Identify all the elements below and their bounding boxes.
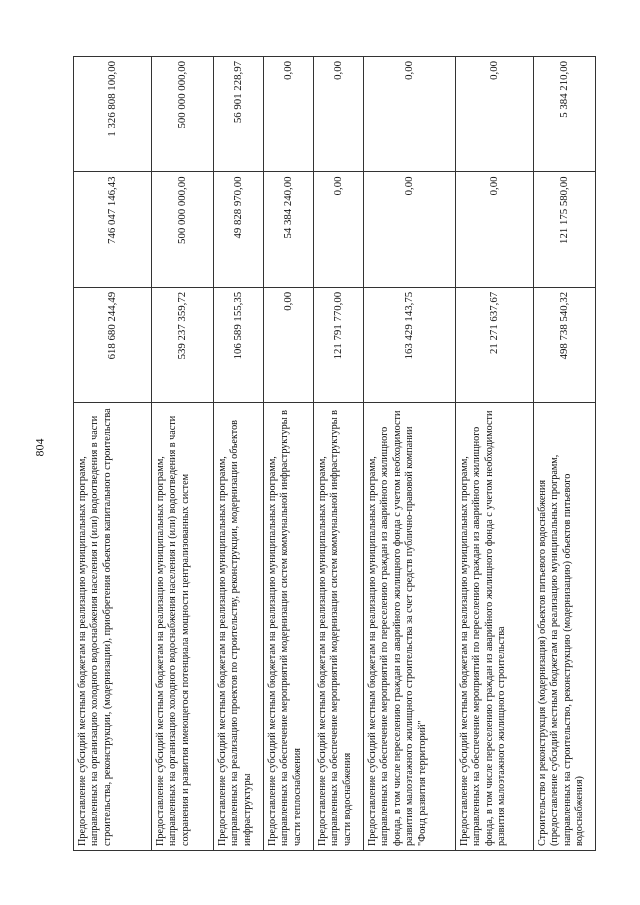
row-value-3: 5 384 210,00 <box>534 57 596 172</box>
table-row <box>364 57 456 851</box>
row-description: Предоставление субсидий местным бюджетам на реализацию муниципальных программ, направленных на обеспечение мероприятий по переселению граждан из аварийного жилищного фонда, в том числе переселению граждан из аварийного жилищного фонда с учетом необходимости развития малоэтажного жилищного строительства за счет средств публично-правовой компании "Фонд развития территорий" <box>364 403 456 851</box>
row-value-1: 0,00 <box>264 287 314 402</box>
row-value-1: 106 589 155,35 <box>214 287 264 402</box>
row-value-3: 0,00 <box>264 57 314 172</box>
row-value-3: 0,00 <box>456 57 534 172</box>
table-row <box>534 57 596 851</box>
row-value-2: 0,00 <box>456 172 534 287</box>
row-value-2: 0,00 <box>364 172 456 287</box>
row-value-3: 0,00 <box>314 57 364 172</box>
budget-table-rotated <box>73 56 593 851</box>
row-value-3: 0,00 <box>364 57 456 172</box>
table-row <box>214 57 264 851</box>
page-number: 804 <box>32 438 47 457</box>
row-value-2: 49 828 970,00 <box>214 172 264 287</box>
row-value-1: 539 237 359,72 <box>152 287 214 402</box>
row-value-3: 1 326 808 100,00 <box>74 57 152 172</box>
table-row <box>152 57 214 851</box>
row-value-1: 618 680 244,49 <box>74 287 152 402</box>
row-value-1: 121 791 770,00 <box>314 287 364 402</box>
row-description: Предоставление субсидий местным бюджетам на реализацию муниципальных программ, направленных на организацию холодного водоснабжения населения и (или) водоотведения в части сохранения и развития имеющегося потенциала мощности централизованных систем <box>152 403 214 851</box>
row-description: Предоставление субсидий местным бюджетам на реализацию муниципальных программ, направленных на реализацию проектов по строительству, реконструкции, модернизации объектов инфраструктуры <box>214 403 264 851</box>
row-value-1: 21 271 637,67 <box>456 287 534 402</box>
row-description: Предоставление субсидий местным бюджетам на реализацию муниципальных программ, направленных на обеспечение мероприятий модернизации систем коммунальной инфраструктуры в части водоснабжения <box>314 403 364 851</box>
row-value-2: 500 000 000,00 <box>152 172 214 287</box>
row-value-2: 54 384 240,00 <box>264 172 314 287</box>
table-row <box>456 57 534 851</box>
row-value-1: 498 738 540,32 <box>534 287 596 402</box>
table-row <box>314 57 364 851</box>
row-description: Строительство и реконструкция (модернизация) объектов питьевого водоснабжения (предоставление субсидий местным бюджетам на реализацию муниципальных программ, направленных на строительство, реконструкцию (модернизацию) объектов питьевого водоснабжения) <box>534 403 596 851</box>
row-value-3: 56 901 228,97 <box>214 57 264 172</box>
row-value-3: 500 000 000,00 <box>152 57 214 172</box>
table-row <box>74 57 152 851</box>
row-description: Предоставление субсидий местным бюджетам на реализацию муниципальных программ, направленных на обеспечение мероприятий по переселению граждан из аварийного жилищного фонда, в том числе переселению граждан из аварийного жилищного фонда с учетом необходимости развития малоэтажного жилищного строительства <box>456 403 534 851</box>
row-value-1: 163 429 143,75 <box>364 287 456 402</box>
row-value-2: 746 047 146,43 <box>74 172 152 287</box>
row-description: Предоставление субсидий местным бюджетам на реализацию муниципальных программ, направленных на обеспечение мероприятий модернизации систем коммунальной инфраструктуры в части теплоснабжения <box>264 403 314 851</box>
budget-table <box>73 56 596 851</box>
row-value-2: 0,00 <box>314 172 364 287</box>
row-value-2: 121 175 580,00 <box>534 172 596 287</box>
row-description: Предоставление субсидий местным бюджетам на реализацию муниципальных программ, направленных на организацию холодного водоснабжения населения и (или) водоотведения в части строительства, реконструкции, (модернизации), приобретения объектов капитального строительства <box>74 403 152 851</box>
table-row <box>264 57 314 851</box>
